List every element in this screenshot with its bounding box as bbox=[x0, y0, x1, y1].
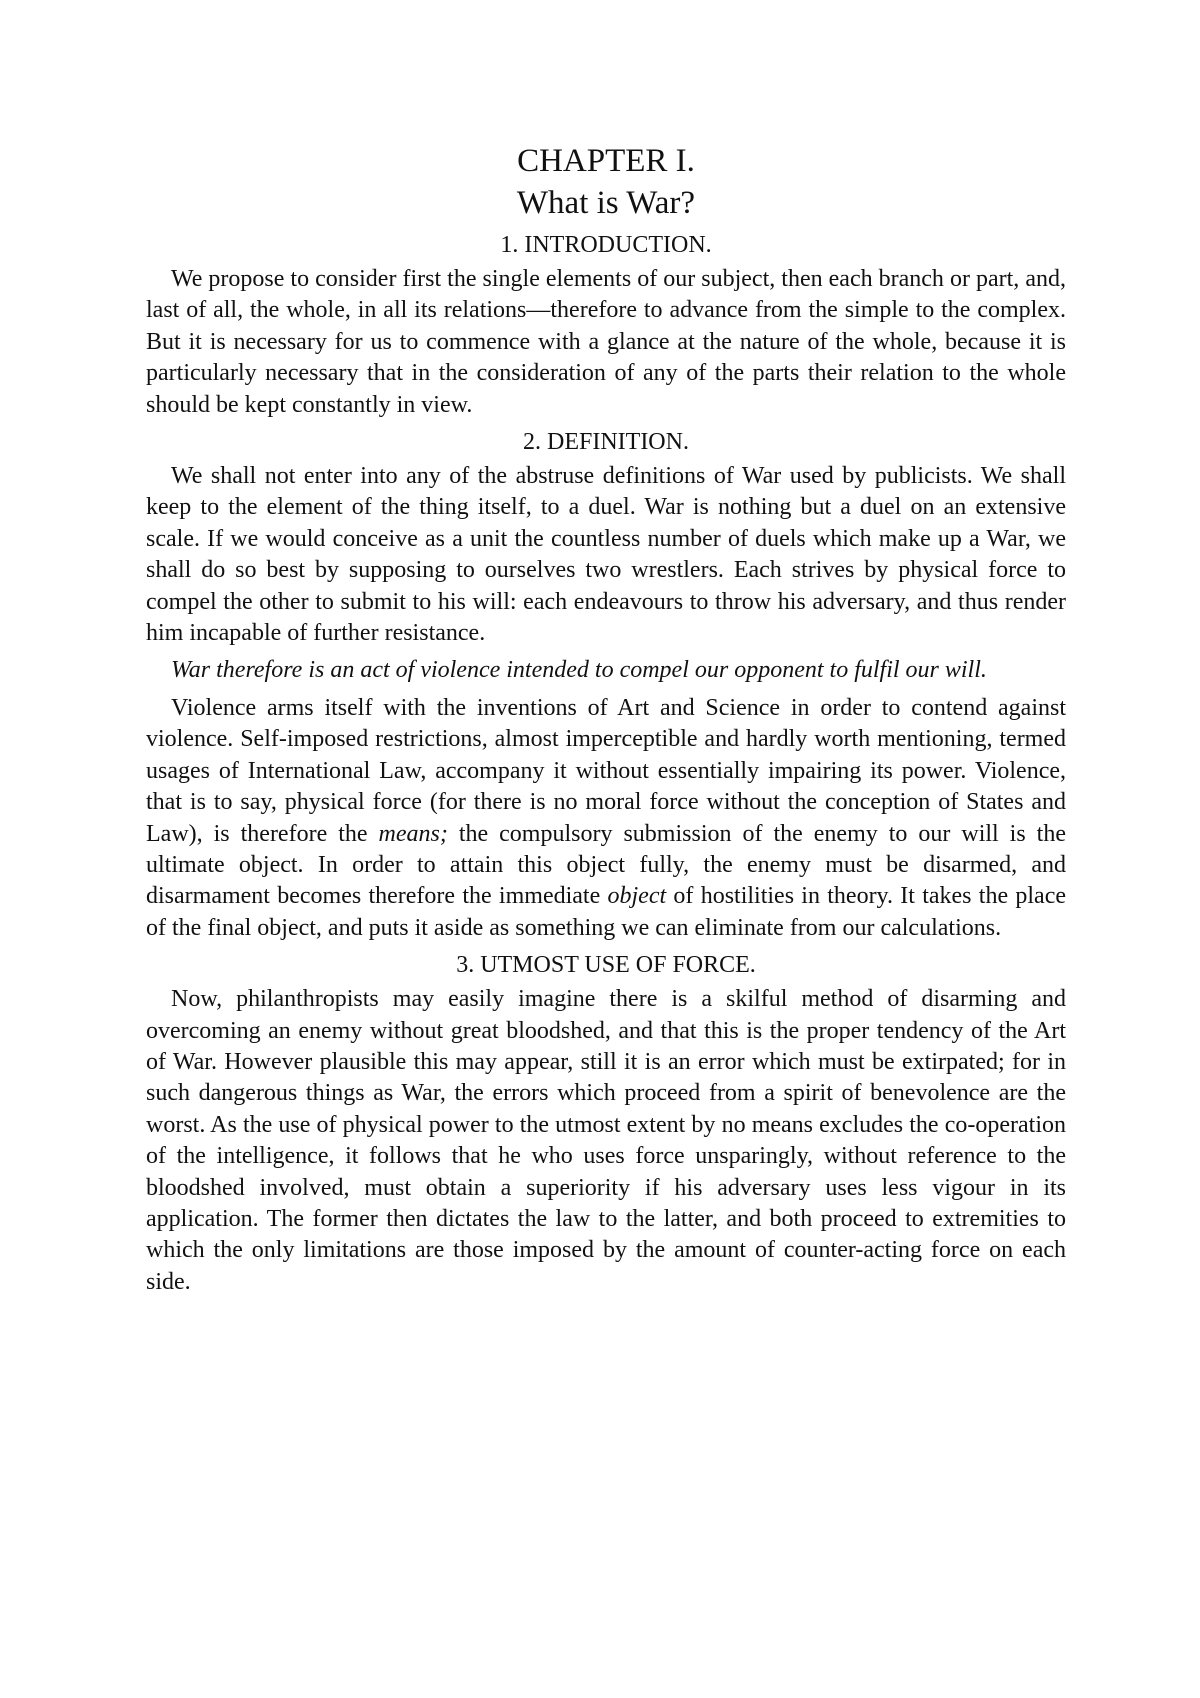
paragraph-introduction: We propose to consider first the single elements of our subject, then each branch or part, and, last of all, the whole, in all its relations—therefore to advance from the simple to the complex. But it is necessary for us to commence with a glance at the nature of the whole, because it is particularly necessary that in the consideration of any of the parts their relation to the whole should be kept constantly in view. bbox=[146, 266, 1066, 418]
italic-object: object bbox=[607, 883, 667, 910]
italic-means: means; bbox=[378, 820, 448, 847]
paragraph-definition-thesis bbox=[146, 655, 1066, 686]
document-page bbox=[146, 142, 1066, 1304]
section-heading-utmost-use-of-force: 3. UTMOST USE OF FORCE. bbox=[456, 952, 756, 979]
text-run: Violence arms itself with the inventions of Art and Science in order to contend against violence. Self-imposed restrictions, almost imperceptible and hardly worth mentioning, termed usages of International Law, accompany it without essentially impairing its power. Violence, that is to say, physical force (for there is no moral force without the conception of States and Law), is therefore the bbox=[146, 694, 1066, 847]
paragraph-utmost-use-of-force: Now, philanthropists may easily imagine there is a skilful method of disarming and overcoming an enemy without great bloodshed, and that this is the proper tendency of the Art of War. However plausible this may appear, still it is an error which must be extirpated; for in such dangerous things as War, the errors which proceed from a spirit of benevolence are the worst. As the use of physical power to the utmost extent by no means excludes the co-operation of the intelligence, it follows that he who uses force unsparingly, without reference to the bloodshed involved, must obtain a superiority if his adversary uses less vigour in its application. The former then dictates the law to the latter, and both proceed to extremities to which the only limitations are those imposed by the amount of counter-acting force on each side. bbox=[146, 986, 1066, 1295]
section-heading-definition: 2. DEFINITION. bbox=[523, 429, 689, 456]
paragraph-definition-violence bbox=[146, 693, 1066, 944]
section-heading-introduction: 1. INTRODUCTION. bbox=[500, 232, 712, 258]
chapter-subtitle: What is War? bbox=[516, 185, 696, 221]
chapter-title: CHAPTER I. bbox=[517, 143, 695, 179]
paragraph-definition-duel: We shall not enter into any of the abstruse definitions of War used by publicists. We shall keep to the element of the thing itself, to a duel. War is nothing but a duel on an extensive scale. If we would conceive as a unit the countless number of duels which make up a War, we shall do so best by supposing to ourselves two wrestlers. Each strives by physical force to compel the other to submit to his will: each endeavours to throw his adversary, and thus render him incapable of further resistance. bbox=[146, 463, 1066, 647]
text-run: of hostilities in theory. It takes the place of the final object, and puts it aside as something we can eliminate from our calculations. bbox=[146, 883, 1067, 941]
italic-thesis-text: War therefore is an act of violence intended to compel our opponent to fulfil our will. bbox=[171, 657, 987, 684]
text-run: the compulsory submission of the enemy to our will is the ultimate object. In order to attain this object fully, the enemy must be disarmed, and disarmament becomes therefore the immediate bbox=[146, 820, 1066, 910]
